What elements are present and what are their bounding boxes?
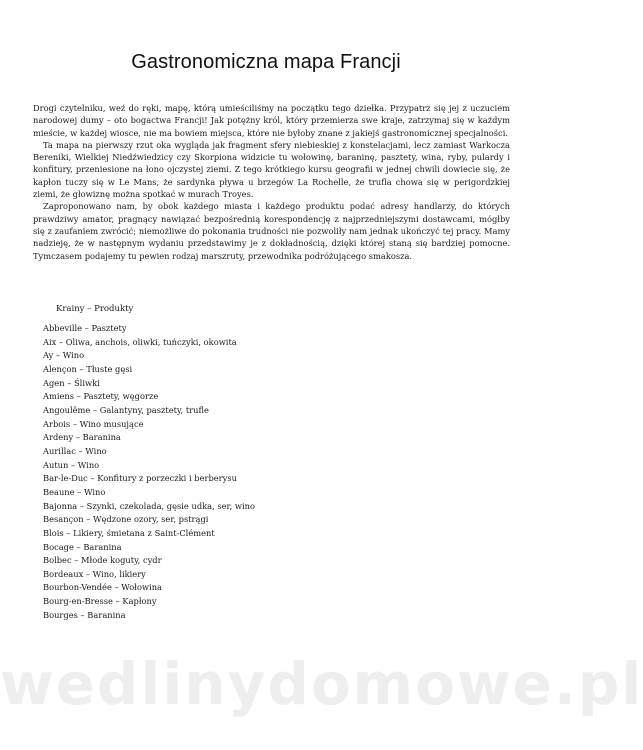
- page-title: Gastronomiczna mapa Francji: [131, 51, 401, 73]
- list-header: Krainy – Produkty: [56, 304, 134, 314]
- watermark: wedlinydomowe.pl: [0, 650, 643, 718]
- list-item: Bourbon-Vendée – Wołowina: [43, 582, 162, 593]
- list-item: Agen – Śliwki: [43, 377, 100, 388]
- paragraph-3: Zaproponowano nam, by obok każdego miasta i każdego produktu podać adresy handlarzy, do których prawdziwy amator, pragnący nawiązać bezpośrednią korespondencję z najprzedniejszymi dostawcami, mógłby się z zaufaniem zwrócić; niemożliwe do pokonania trudności nie pozwoliły nam jednak ukończyć tej pracy. Mamy nadzieję, że w następnym wydaniu przedstawimy je z dokładnością, dzięki której staną się bardziej pomocne. Tymczasem podajemy tu pewien rodzaj marszruty, przewodnika podróżującego smakosza.: [33, 201, 510, 261]
- list-item: Abbeville – Pasztety: [43, 323, 127, 333]
- list-item: Ardeny – Baranina: [43, 432, 121, 443]
- list-item: Ay – Wino: [43, 350, 85, 361]
- list-item: Angoulême – Galantyny, pasztety, trufle: [43, 404, 209, 415]
- list-item: Bourg-en-Bresse – Kapłony: [43, 596, 157, 607]
- list-item: Bar-le-Duc – Konfitury z porzeczki i berberysu: [43, 473, 237, 484]
- list-item: Bolbec – Młode koguty, cydr: [43, 555, 162, 566]
- list-item: Bourges – Baranina: [43, 609, 126, 620]
- list-item: Bocage – Baranina: [43, 541, 122, 552]
- region-product-list: [43, 322, 255, 622]
- list-item: Blois – Likiery, śmietana z Saint-Clément: [43, 527, 215, 538]
- list-item: Beaune – Wino: [43, 486, 106, 497]
- list-item: Bajonna – Szynki, czekolada, gęsie udka, ser, wino: [43, 500, 255, 511]
- list-item: Bordeaux – Wino, likiery: [43, 568, 146, 579]
- paragraph-2: Ta mapa na pierwszy rzut oka wygląda jak fragment sfery niebieskiej z konstelacjami, lecz zamiast Warkocza Bereniki, Wielkiej Niedźwiedzicy czy Skorpiona widzicie tu wołowinę, baraninę, pasztety, wina, ryby, pulardy i konfitury, przeniesione na łono ojczystej ziemi. Z tego krótkiego kursu geografii w jednej chwili dowiecie się, że kapłon tuczy się w Le Mans, że sardynka pływa u brzegów La Rochelle, że trufla chowa się w perigordzkiej ziemi, że głowiznę można spotkać w murach Troyes.: [33, 139, 510, 200]
- list-item: Alençon – Tłuste gęsi: [43, 363, 133, 374]
- list-item: Amiens – Pasztety, węgorze: [43, 391, 159, 402]
- list-item: Autun – Wino: [43, 459, 100, 470]
- intro-text: [33, 102, 510, 262]
- paragraph-1: Drogi czytelniku, weź do ręki, mapę, którą umieściliśmy na początku tego dziełka. Przypatrz się jej z uczuciem narodowej dumy – oto bogactwa Francji! Jak potężny król, który przemierza swe kraje, zatrzymaj się w każdym mieście, w każdej wiosce, nie ma bowiem miejsca, które nie byłoby znane z jakiejś gastronomicznej specjalności.: [33, 103, 510, 138]
- list-item: Aurillac – Wino: [43, 445, 107, 456]
- list-item: Besançon – Wędzone ozory, ser, pstrągi: [43, 514, 209, 525]
- list-item: Aix – Oliwa, anchois, oliwki, tuńczyki, okowita: [43, 336, 237, 347]
- list-item: Arbois – Wino musujące: [43, 418, 144, 429]
